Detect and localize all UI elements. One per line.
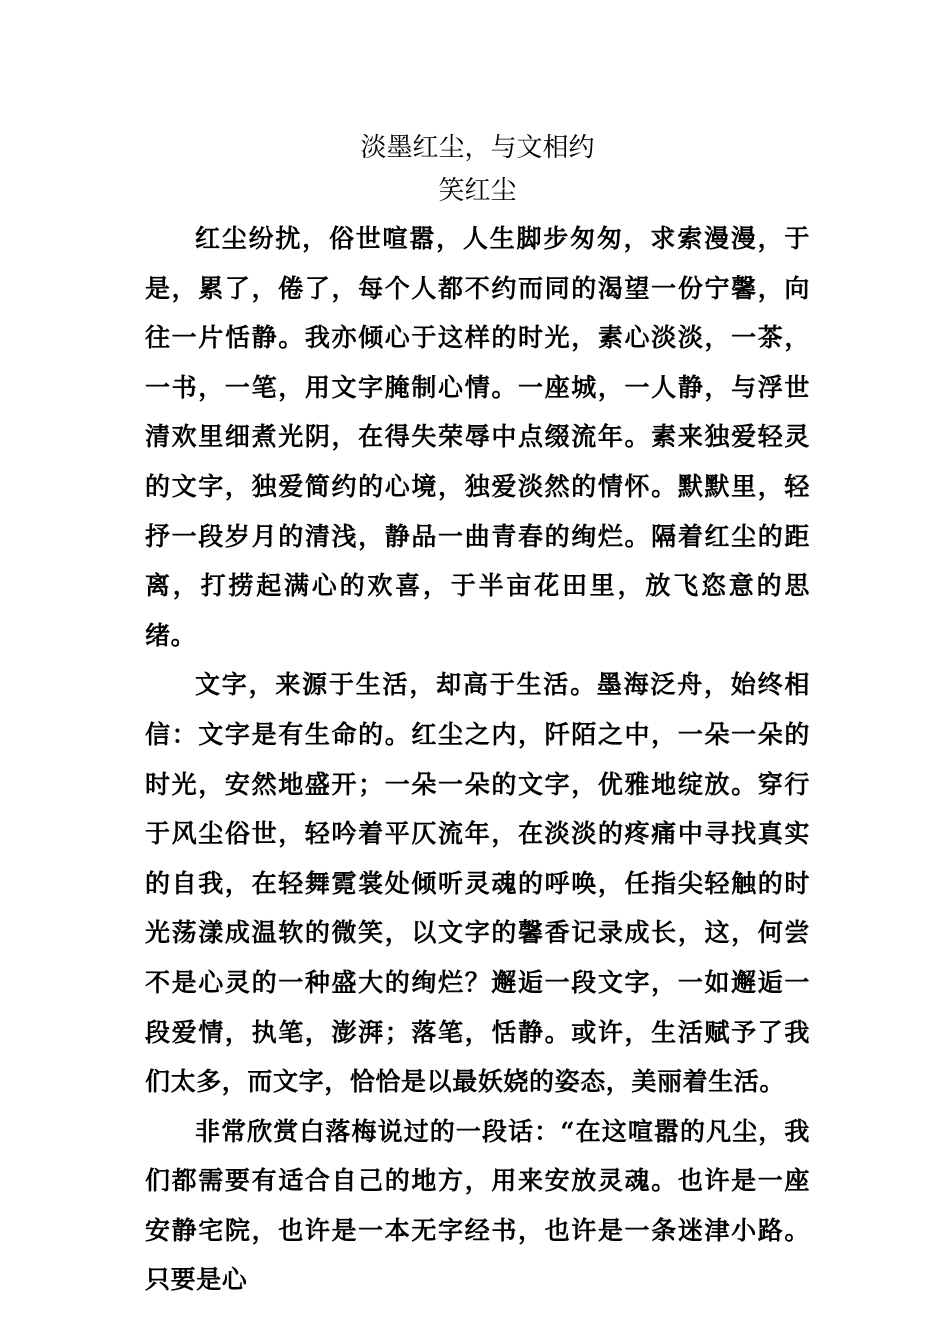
document-title: 淡墨红尘，与文相约 [360,133,595,163]
paragraph-1: 红尘纷扰，俗世喧嚣，人生脚步匆匆，求索漫漫，于是，累了，倦了，每个人都不约而同的渴望一份宁馨，向往一片恬静。我亦倾心于这样的时光，素心淡淡，一茶，一书，一笔，用文字腌制心情。一座城，一人静，与浮世清欢里细煮光阴，在得失荣辱中点缀流年。素来独爱轻灵的文字，独爱简约的心境，独爱淡然的情怀。默默里，轻抒一段岁月的清浅，静品一曲青春的绚烂。隔着红尘的距离，打捞起满心的欢喜，于半亩花田里，放飞恣意的思绪。 [145,224,810,650]
paragraph-2: 文字，来源于生活，却高于生活。墨海泛舟，始终相信：文字是有生命的。红尘之内，阡陌之中，一朵一朵的时光，安然地盛开；一朵一朵的文字，优雅地绽放。穿行于风尘俗世，轻吟着平仄流年，在淡淡的疼痛中寻找真实的自我，在轻舞霓裳处倾听灵魂的呼唤，任指尖轻触的时光荡漾成温软的微笑，以文字的馨香记录成长，这，何尝不是心灵的一种盛大的绚烂？邂逅一段文字，一如邂逅一段爱情，执笔，澎湃；落笔，恬静。或许，生活赋予了我们太多，而文字，恰恰是以最妖娆的姿态，美丽着生活。 [145,670,810,1097]
paragraph-3: 非常欣赏白落梅说过的一段话：“在这喧嚣的凡尘，我们都需要有适合自己的地方，用来安放灵魂。也许是一座安静宅院，也许是一本无字经书，也许是一条迷津小路。只要是心 [145,1116,810,1295]
document-author: 笑红尘 [438,176,517,206]
document-page [145,128,810,1305]
